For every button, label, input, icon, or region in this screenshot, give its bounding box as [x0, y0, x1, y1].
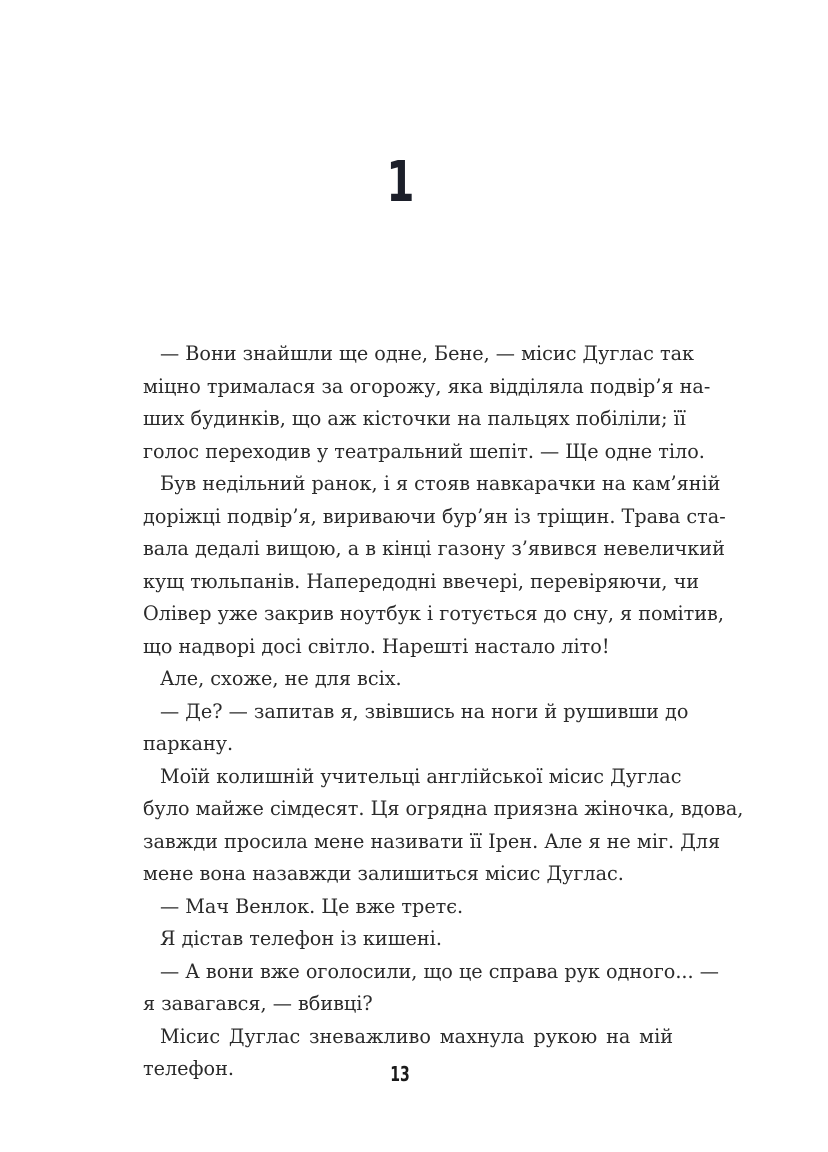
text-line: Але, схоже, не для всіх. [160, 667, 402, 690]
chapter-number: 1 [386, 150, 414, 215]
text-line: Олівер уже закрив ноутбук і готується до сну, я помітив, [143, 602, 724, 625]
text-line: — Мач Венлок. Це вже третє. [160, 894, 464, 918]
text-line: Був недільний ранок, і я стояв навкарачки на кам’яній [160, 472, 721, 495]
page-number: 13 [390, 1062, 410, 1086]
text-line: мене вона назавжди залишиться місис Дуглас. [143, 862, 624, 885]
text-line: ших будинків, що аж кісточки на пальцях побіліли; її [143, 407, 686, 430]
chapter-body-text [143, 338, 744, 1086]
text-line: — Вони знайшли ще одне, Бене, — місис Дуглас так [160, 342, 694, 365]
text-line: завжди просила мене називати її Ірен. Але я не міг. Для [143, 829, 721, 853]
text-line: Я дістав телефон із кишені. [160, 927, 442, 950]
text-line: вала дедалі вищою, а в кінці газону з’явився невеличкий [143, 537, 725, 560]
text-line: я завагався, — вбивці? [143, 992, 373, 1015]
text-line: міцно трималася за огорожу, яка відділяла подвір’я на- [143, 374, 711, 398]
text-line: Місис Дуглас зневажливо махнула рукою на мій [160, 1024, 673, 1048]
text-line: що надворі досі світло. Нарешті настало літо! [143, 634, 610, 658]
text-line: — А вони вже оголосили, що це справа рук одного... — [160, 959, 719, 983]
text-line: телефон. [143, 1057, 234, 1080]
text-line: кущ тюльпанів. Напередодні ввечері, перевіряючи, чи [143, 569, 700, 593]
text-line: Моїй колишній учительці англійської місис Дуглас [160, 764, 682, 788]
text-line: доріжці подвір’я, вириваючи бур’ян із тріщин. Трава ста- [143, 504, 726, 528]
text-line: — Де? — запитав я, звівшись на ноги й рушивши до [160, 699, 689, 723]
text-line: було майже сімдесят. Ця огрядна приязна жіночка, вдова, [143, 797, 744, 820]
text-line: паркану. [143, 732, 234, 755]
text-line: голос переходив у театральний шепіт. — Ще одне тіло. [143, 439, 705, 463]
